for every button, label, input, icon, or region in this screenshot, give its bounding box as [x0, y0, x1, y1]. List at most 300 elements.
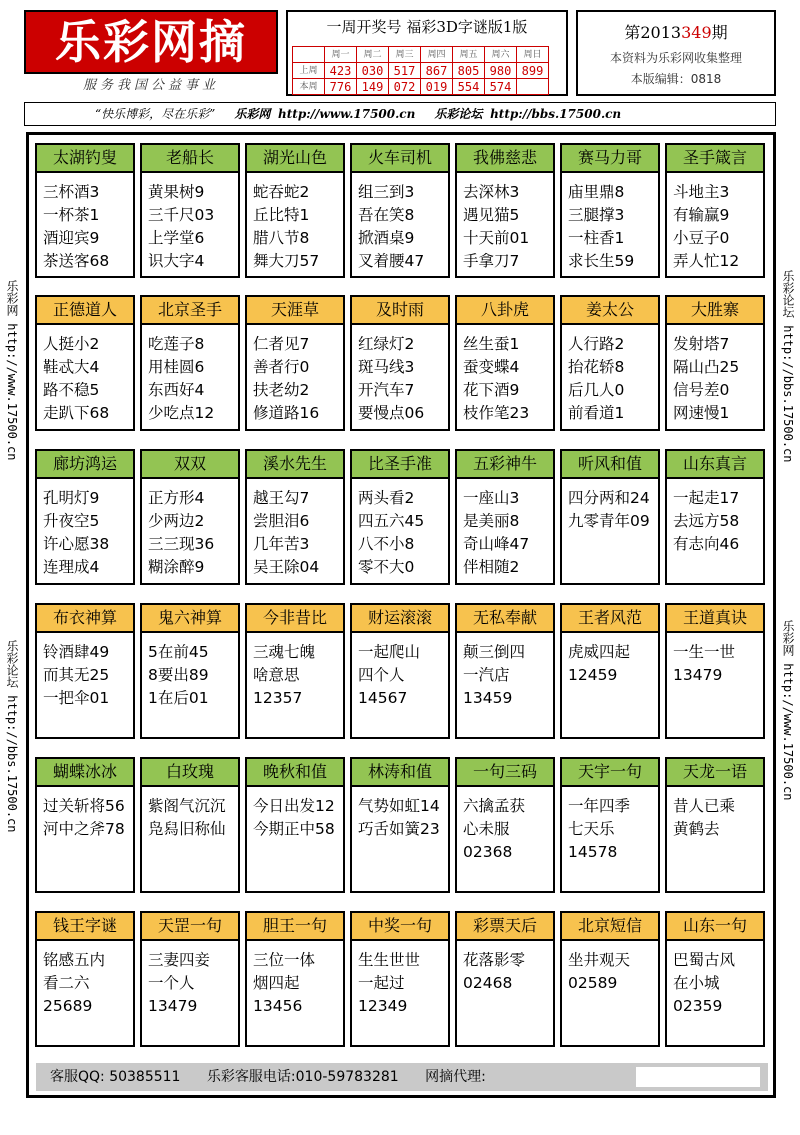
riddle-line: 12459: [568, 666, 618, 684]
riddle-line: 前看道1: [568, 404, 625, 422]
riddle-line: 善者行0: [253, 358, 310, 376]
riddle-line: 生生世世: [358, 951, 421, 969]
riddle-line: 尝胆泪6: [253, 512, 310, 530]
draw-number: 899: [517, 63, 549, 79]
riddle-card-body: [562, 325, 658, 425]
riddle-line: 今期正中58: [253, 820, 335, 838]
riddle-line: 走趴下68: [43, 404, 110, 422]
riddle-line: 两头看2: [358, 489, 415, 507]
riddle-card-title: 老船长: [142, 145, 238, 173]
draw-number: 867: [421, 63, 453, 79]
draw-number: 554: [453, 79, 485, 95]
riddle-line: 巧舌如簧23: [358, 820, 440, 838]
riddle-card-body: [352, 787, 448, 841]
riddle-line: 02589: [568, 974, 618, 992]
riddle-line: 黄果树9: [148, 183, 205, 201]
forum-link[interactable]: http://bbs.17500.cn: [490, 107, 622, 121]
riddle-line: 一起爬山: [358, 643, 421, 661]
riddle-card-title: 今非昔比: [247, 605, 343, 633]
riddle-line: 13459: [463, 689, 513, 707]
draw-title: 一周开奖号 福彩3D字谜版1版: [326, 18, 528, 36]
riddle-card: [140, 449, 240, 585]
riddle-card: [245, 603, 345, 739]
riddle-line: 一起过: [358, 974, 405, 992]
riddle-card: [665, 911, 765, 1047]
riddle-line: 紫阁气沉沉: [148, 797, 226, 815]
riddle-line: 识大字4: [148, 252, 205, 270]
riddle-card-title: 北京短信: [562, 913, 658, 941]
riddle-line: 要慢点06: [358, 404, 425, 422]
riddle-line: 黄鹤去: [673, 820, 720, 838]
riddle-line: 虎威四起: [568, 643, 631, 661]
riddle-card: [140, 143, 240, 278]
riddle-line: 有志向46: [673, 535, 740, 553]
riddle-card: [245, 295, 345, 431]
riddle-card-title: 北京圣手: [142, 297, 238, 325]
riddle-line: 组三到3: [358, 183, 415, 201]
riddle-line: 烟四起: [253, 974, 300, 992]
side-text-right: 乐彩网 http://www.17500.cn: [781, 620, 795, 801]
riddle-line: 信号差0: [673, 381, 730, 399]
riddle-line: 发射塔7: [673, 335, 730, 353]
riddle-card-title: 山东一句: [667, 913, 763, 941]
riddle-line: 丝生蚕1: [463, 335, 520, 353]
riddle-card: [35, 911, 135, 1047]
riddle-card-body: [352, 941, 448, 1018]
day-header: 周五: [453, 47, 485, 63]
riddle-card: [35, 603, 135, 739]
riddle-card-body: [37, 787, 133, 841]
riddle-card-body: [247, 787, 343, 841]
riddle-line: 今日出发12: [253, 797, 335, 815]
riddle-card: [455, 911, 555, 1047]
riddle-line: 小豆子0: [673, 229, 730, 247]
riddle-card-title: 比圣手准: [352, 451, 448, 479]
riddle-card-title: 姜太公: [562, 297, 658, 325]
riddle-card: [560, 603, 660, 739]
draw-number: [517, 79, 549, 95]
riddle-card: [350, 449, 450, 585]
riddle-card: [665, 449, 765, 585]
riddle-card-body: [37, 941, 133, 1018]
service-phone: 乐彩客服电话:010-59783281: [206, 1069, 399, 1085]
riddle-card-title: 火车司机: [352, 145, 448, 173]
day-header: 周日: [517, 47, 549, 63]
riddle-card-title: 无私奉献: [457, 605, 553, 633]
riddle-card: [560, 295, 660, 431]
row-label: 本周: [293, 79, 325, 95]
riddle-card-body: [562, 941, 658, 995]
riddle-card-title: 听风和值: [562, 451, 658, 479]
riddle-line: 斑马线3: [358, 358, 415, 376]
riddle-line: 三腿撑3: [568, 206, 625, 224]
riddle-line: 13479: [148, 997, 198, 1015]
riddle-line: 三位一体: [253, 951, 316, 969]
riddle-card: [35, 295, 135, 431]
riddle-line: 铃酒肆49: [43, 643, 110, 661]
riddle-card-body: [457, 325, 553, 425]
riddle-card-body: [142, 787, 238, 841]
riddle-line: 心未服: [463, 820, 510, 838]
riddle-line: 仁者见7: [253, 335, 310, 353]
side-text-right: 乐彩论坛 http://bbs.17500.cn: [781, 270, 795, 463]
draw-number: 019: [421, 79, 453, 95]
riddle-card: [665, 143, 765, 278]
riddle-line: 少吃点12: [148, 404, 215, 422]
riddle-line: 蛇吞蛇2: [253, 183, 310, 201]
riddle-line: 一起走17: [673, 489, 740, 507]
riddle-line: 酒迎宾9: [43, 229, 100, 247]
riddle-card-title: 天罡一句: [142, 913, 238, 941]
riddle-line: 腊八节8: [253, 229, 310, 247]
riddle-card-body: [457, 787, 553, 864]
riddle-line: 遇见猫5: [463, 206, 520, 224]
riddle-card-body: [457, 633, 553, 710]
riddle-card: [140, 603, 240, 739]
riddle-line: 一年四季: [568, 797, 631, 815]
riddle-card-body: [247, 479, 343, 579]
riddle-card-body: [352, 173, 448, 273]
draw-number: 574: [485, 79, 517, 95]
riddle-card-title: 正德道人: [37, 297, 133, 325]
riddle-line: 孔明灯9: [43, 489, 100, 507]
riddle-card-title: 一句三码: [457, 759, 553, 787]
riddle-line: 凫舄旧称仙: [148, 820, 226, 838]
riddle-card-title: 鬼六神算: [142, 605, 238, 633]
riddle-line: 三魂七魄: [253, 643, 316, 661]
issue-number: 第2013349期: [624, 23, 728, 42]
riddle-card: [245, 449, 345, 585]
riddle-line: 02368: [463, 843, 513, 861]
riddle-line: 啥意思: [253, 666, 300, 684]
riddle-line: 六擒孟获: [463, 797, 526, 815]
riddle-card-body: [247, 941, 343, 1018]
riddle-card-title: 王道真诀: [667, 605, 763, 633]
riddle-card-title: 我佛慈悲: [457, 145, 553, 173]
riddle-card: [455, 449, 555, 585]
issue-box: [576, 10, 776, 96]
riddle-card-body: [37, 173, 133, 273]
draw-number: 776: [325, 79, 357, 95]
riddle-line: 人挺小2: [43, 335, 100, 353]
riddle-card: [560, 757, 660, 893]
riddle-card: [350, 757, 450, 893]
riddle-line: 糊涂醉9: [148, 558, 205, 576]
riddle-line: 去深林3: [463, 183, 520, 201]
riddle-card-title: 王者风范: [562, 605, 658, 633]
riddle-card-body: [667, 787, 763, 841]
riddle-line: 鞋忒大4: [43, 358, 100, 376]
riddle-line: 14578: [568, 843, 618, 861]
riddle-card: [350, 143, 450, 278]
riddle-line: 弄人忙12: [673, 252, 740, 270]
riddle-card-body: [457, 941, 553, 995]
draw-number: 980: [485, 63, 517, 79]
riddle-line: 花落影零: [463, 951, 526, 969]
riddle-line: 几年苦3: [253, 535, 310, 553]
riddle-card: [455, 603, 555, 739]
riddle-line: 花下酒9: [463, 381, 520, 399]
riddle-card-title: 廊坊鸿运: [37, 451, 133, 479]
riddle-line: 枝作笔23: [463, 404, 530, 422]
riddle-card-body: [37, 479, 133, 579]
riddle-card: [665, 295, 765, 431]
riddle-line: 少两边2: [148, 512, 205, 530]
day-header: 周一: [325, 47, 357, 63]
riddle-line: 一柱香1: [568, 229, 625, 247]
riddle-line: 掀酒桌9: [358, 229, 415, 247]
riddle-line: 隔山凸25: [673, 358, 740, 376]
riddle-line: 而其无25: [43, 666, 110, 684]
riddle-card-title: 晚秋和值: [247, 759, 343, 787]
riddle-card-body: [37, 633, 133, 710]
riddle-card: [560, 911, 660, 1047]
riddle-line: 零不大0: [358, 558, 415, 576]
riddle-line: 25689: [43, 997, 93, 1015]
riddle-card-body: [37, 325, 133, 425]
riddle-card: [455, 757, 555, 893]
riddle-line: 丘比特1: [253, 206, 310, 224]
riddle-card-title: 大胜寨: [667, 297, 763, 325]
riddle-card-body: [352, 479, 448, 579]
riddle-line: 路不稳5: [43, 381, 100, 399]
riddle-line: 一座山3: [463, 489, 520, 507]
riddle-line: 铭感五内: [43, 951, 106, 969]
riddle-line: 九零青年09: [568, 512, 650, 530]
riddle-card-body: [352, 633, 448, 710]
riddle-card-body: [667, 479, 763, 556]
riddle-line: 升夜空5: [43, 512, 100, 530]
riddle-line: 颠三倒四: [463, 643, 526, 661]
riddle-line: 02468: [463, 974, 513, 992]
riddle-line: 手拿刀7: [463, 252, 520, 270]
day-header: 周四: [421, 47, 453, 63]
riddle-line: 叉着腰47: [358, 252, 425, 270]
riddle-card-body: [667, 633, 763, 687]
site-link[interactable]: http://www.17500.cn: [278, 107, 416, 121]
riddle-card-body: [142, 325, 238, 425]
motto-banner: “快乐博彩，尽在乐彩” 乐彩网 http://www.17500.cn 乐彩论坛 http://bbs.17500.cn: [24, 102, 776, 126]
riddle-line: 气势如虹14: [358, 797, 440, 815]
riddle-line: 庙里鼎8: [568, 183, 625, 201]
side-text-left: 乐彩网 http://www.17500.cn: [5, 280, 19, 461]
collected-note: 本资料为乐彩网收集整理: [609, 51, 742, 65]
riddle-card-title: 白玫瑰: [142, 759, 238, 787]
riddle-line: 八不小8: [358, 535, 415, 553]
riddle-line: 伴相随2: [463, 558, 520, 576]
riddle-card-title: 溪水先生: [247, 451, 343, 479]
riddle-line: 13456: [253, 997, 303, 1015]
riddle-line: 12349: [358, 997, 408, 1015]
riddle-line: 去远方58: [673, 512, 740, 530]
riddle-card-title: 湖光山色: [247, 145, 343, 173]
riddle-card: [560, 449, 660, 585]
agent-label: 网摘代理:: [425, 1069, 486, 1085]
riddle-line: 三三现36: [148, 535, 215, 553]
riddle-line: 开汽车7: [358, 381, 415, 399]
riddle-line: 奇山峰47: [463, 535, 530, 553]
riddle-line: 1在后01: [148, 689, 209, 707]
riddle-card-body: [457, 479, 553, 579]
riddle-card-body: [667, 325, 763, 425]
riddle-line: 一汽店: [463, 666, 510, 684]
riddle-card-title: 中奖一句: [352, 913, 448, 941]
riddle-line: 13479: [673, 666, 723, 684]
draw-number: 149: [357, 79, 389, 95]
riddle-line: 十天前01: [463, 229, 530, 247]
riddle-line: 四个人: [358, 666, 405, 684]
riddle-card-title: 胆王一句: [247, 913, 343, 941]
riddle-card-title: 赛马力哥: [562, 145, 658, 173]
riddle-line: 看二六: [43, 974, 90, 992]
riddle-card-title: 天龙一语: [667, 759, 763, 787]
riddle-card: [455, 143, 555, 278]
riddle-line: 吾在笑8: [358, 206, 415, 224]
riddle-card: [350, 295, 450, 431]
riddle-card: [245, 143, 345, 278]
footer-bar: [36, 1063, 768, 1091]
riddle-line: 抬花轿8: [568, 358, 625, 376]
riddle-line: 蚕变蝶4: [463, 358, 520, 376]
draw-number: 805: [453, 63, 485, 79]
riddle-card: [560, 143, 660, 278]
riddle-card-body: [142, 173, 238, 273]
riddle-card-body: [667, 941, 763, 1018]
riddle-card: [35, 143, 135, 278]
riddle-card: [350, 603, 450, 739]
agent-blank: [636, 1067, 760, 1087]
riddle-card-body: [247, 173, 343, 273]
riddle-line: 扶老幼2: [253, 381, 310, 399]
riddle-card-body: [247, 325, 343, 425]
riddle-card-body: [562, 479, 658, 533]
riddle-line: 七天乐: [568, 820, 615, 838]
riddle-line: 过关斩将56: [43, 797, 125, 815]
draw-number: 030: [357, 63, 389, 79]
riddle-card-title: 八卦虎: [457, 297, 553, 325]
riddle-card-body: [142, 479, 238, 579]
riddle-line: 是美丽8: [463, 512, 520, 530]
riddle-line: 12357: [253, 689, 303, 707]
riddle-card-body: [247, 633, 343, 710]
day-header: 周三: [389, 47, 421, 63]
side-text-left: 乐彩论坛 http://bbs.17500.cn: [5, 640, 19, 833]
riddle-line: 昔人已乘: [673, 797, 736, 815]
riddle-line: 巴蜀古风: [673, 951, 736, 969]
riddle-line: 许心愿38: [43, 535, 110, 553]
service-qq: 客服QQ: 50385511: [50, 1069, 181, 1085]
riddle-card-title: 圣手箴言: [667, 145, 763, 173]
riddle-line: 14567: [358, 689, 408, 707]
riddle-line: 在小城: [673, 974, 720, 992]
riddle-line: 一把伞01: [43, 689, 110, 707]
riddle-line: 后几人0: [568, 381, 625, 399]
riddle-card: [140, 911, 240, 1047]
riddle-line: 三千尺03: [148, 206, 215, 224]
riddle-line: 网速慢1: [673, 404, 730, 422]
riddle-line: 人行路2: [568, 335, 625, 353]
riddle-line: 三妻四妾: [148, 951, 211, 969]
riddle-card-title: 钱王字谜: [37, 913, 133, 941]
day-header: 周二: [357, 47, 389, 63]
riddle-card-body: [142, 941, 238, 1018]
riddle-line: 河中之斧78: [43, 820, 125, 838]
riddle-line: 东西好4: [148, 381, 205, 399]
riddle-card-body: [457, 173, 553, 273]
riddle-card: [455, 295, 555, 431]
riddle-card-body: [352, 325, 448, 425]
riddle-card: [245, 911, 345, 1047]
riddle-line: 吃莲子8: [148, 335, 205, 353]
riddle-line: 红绿灯2: [358, 335, 415, 353]
riddle-card-title: 蝴蝶冰冰: [37, 759, 133, 787]
riddle-card-body: [562, 173, 658, 273]
riddle-card: [35, 449, 135, 585]
riddle-card-title: 五彩神牛: [457, 451, 553, 479]
riddle-card-title: 山东真言: [667, 451, 763, 479]
draw-number: 517: [389, 63, 421, 79]
logo: 乐彩网摘: [24, 10, 278, 74]
riddle-card: [140, 295, 240, 431]
riddle-card: [665, 757, 765, 893]
riddle-line: 坐井观天: [568, 951, 631, 969]
draw-table: [292, 46, 549, 95]
riddle-line: 5在前45: [148, 643, 209, 661]
riddle-card-body: [562, 787, 658, 864]
draw-number: 072: [389, 79, 421, 95]
riddle-line: 02359: [673, 997, 723, 1015]
riddle-card: [35, 757, 135, 893]
riddle-card: [140, 757, 240, 893]
riddle-line: 斗地主3: [673, 183, 730, 201]
riddle-line: 一杯茶1: [43, 206, 100, 224]
riddle-line: 一生一世: [673, 643, 736, 661]
riddle-card-title: 财运滚滚: [352, 605, 448, 633]
riddle-line: 一个人: [148, 974, 195, 992]
riddle-card-title: 太湖钓叟: [37, 145, 133, 173]
riddle-card-title: 天宇一句: [562, 759, 658, 787]
riddle-line: 正方形4: [148, 489, 205, 507]
riddle-card-title: 彩票天后: [457, 913, 553, 941]
row-label: 上周: [293, 63, 325, 79]
riddle-line: 四分两和24: [568, 489, 650, 507]
riddle-line: 上学堂6: [148, 229, 205, 247]
riddle-card-title: 林涛和值: [352, 759, 448, 787]
riddle-card-body: [142, 633, 238, 710]
riddle-line: 舞大刀57: [253, 252, 320, 270]
riddle-card-title: 双双: [142, 451, 238, 479]
draw-number: 423: [325, 63, 357, 79]
riddle-line: 茶送客68: [43, 252, 110, 270]
slogan: 服务我国公益事业: [24, 76, 278, 96]
riddle-line: 四五六45: [358, 512, 425, 530]
riddle-line: 修道路16: [253, 404, 320, 422]
riddle-card-body: [667, 173, 763, 273]
riddle-card: [665, 603, 765, 739]
riddle-line: 求长生59: [568, 252, 635, 270]
day-header: 周六: [485, 47, 517, 63]
riddle-line: 三杯酒3: [43, 183, 100, 201]
riddle-card-title: 布衣神算: [37, 605, 133, 633]
riddle-line: 有输赢9: [673, 206, 730, 224]
riddle-line: 连理成4: [43, 558, 100, 576]
weekly-draw-box: [286, 10, 568, 96]
editor-note: 本版编辑：0818: [630, 72, 722, 86]
riddle-line: 吴王除04: [253, 558, 320, 576]
riddle-card-body: [562, 633, 658, 687]
riddle-card: [350, 911, 450, 1047]
riddle-card-title: 及时雨: [352, 297, 448, 325]
